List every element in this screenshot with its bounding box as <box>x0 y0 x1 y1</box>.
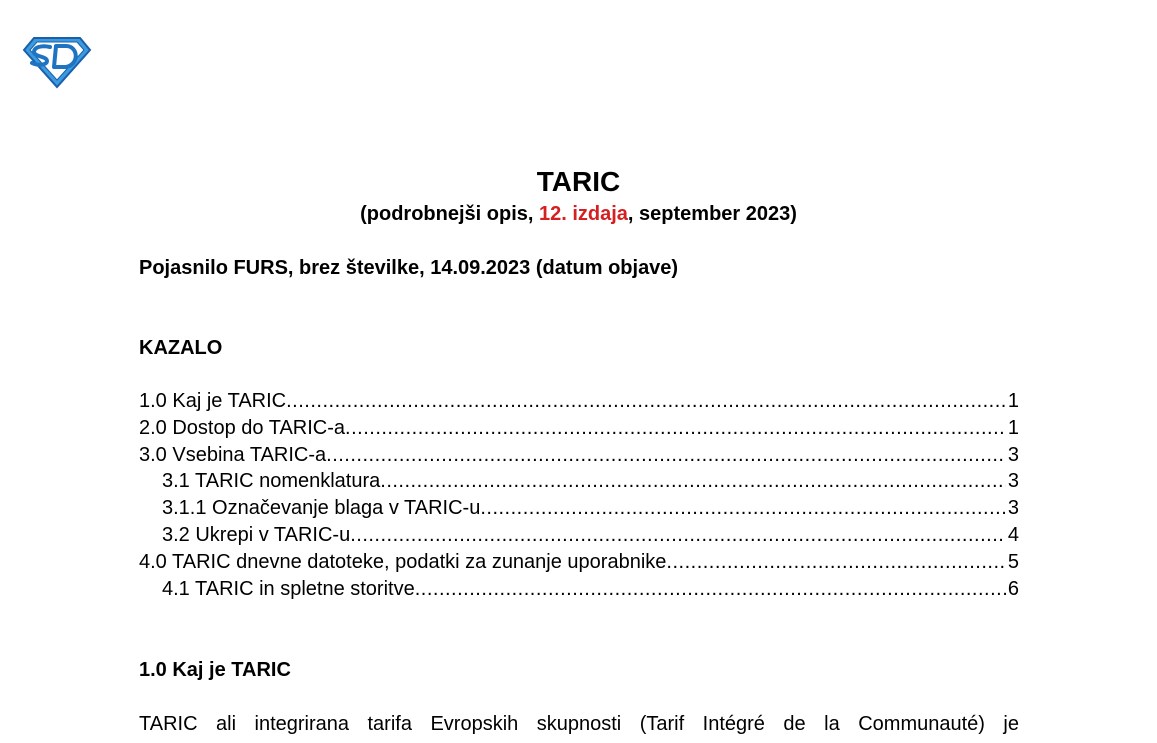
toc-leader-dots <box>666 549 1005 576</box>
toc-entry[interactable] <box>139 549 1019 576</box>
toc-entry-label: 3.1 TARIC nomenklatura <box>162 470 381 493</box>
company-logo <box>20 34 94 90</box>
toc-entry[interactable] <box>139 576 1019 603</box>
document-title: TARIC <box>536 166 621 197</box>
body-paragraph: TARIC ali integrirana tarifa Evropskih skupnosti (Tarif Intégré de la Communauté) je <box>139 713 1019 735</box>
subtitle-open: (podrobnejši opis, <box>360 203 539 225</box>
edition-label: 12. izdaja <box>538 203 628 225</box>
subtitle-close: , september 2023) <box>627 203 797 225</box>
document-subtitle <box>0 201 1157 227</box>
toc-heading: KAZALO <box>139 337 223 359</box>
toc-entry-page: 6 <box>1007 577 1019 600</box>
toc-entry-page: 1 <box>1007 390 1019 412</box>
toc-leader-dots <box>286 388 1006 415</box>
toc-entry-page: 5 <box>1007 550 1019 573</box>
toc-entry-page: 3 <box>1007 470 1019 493</box>
company-logo-icon <box>20 34 94 90</box>
toc-entry-page: 1 <box>1007 416 1019 439</box>
toc-leader-dots <box>380 468 1006 495</box>
toc-entry[interactable] <box>139 415 1019 442</box>
toc-entry-label: 3.1.1 Označevanje blaga v TARIC-u <box>162 497 481 520</box>
toc-leader-dots <box>326 442 1006 469</box>
toc-entry[interactable] <box>139 495 1019 522</box>
toc-entry-page: 3 <box>1007 443 1019 466</box>
toc-entry-label: 2.0 Dostop do TARIC-a <box>139 416 346 439</box>
toc-entry-page: 4 <box>1007 523 1019 546</box>
toc-entry[interactable] <box>139 468 1019 495</box>
toc-entry-label: 3.0 Vsebina TARIC-a <box>139 443 327 466</box>
section-heading: 1.0 Kaj je TARIC <box>139 659 291 681</box>
toc-entry-label: 4.1 TARIC in spletne storitve <box>162 577 415 600</box>
toc-entry-label: 1.0 Kaj je TARIC <box>139 390 287 412</box>
furs-notice: Pojasnilo FURS, brez številke, 14.09.2023 (datum objave) <box>139 257 679 279</box>
toc-entry-label: 4.0 TARIC dnevne datoteke, podatki za zunanje uporabnike <box>139 550 667 573</box>
toc-leader-dots <box>350 522 1006 549</box>
toc-entry[interactable] <box>139 522 1019 549</box>
toc-entry[interactable] <box>139 442 1019 469</box>
toc-entry-label: 3.2 Ukrepi v TARIC-u <box>162 523 351 546</box>
toc-leader-dots <box>345 415 1006 442</box>
toc-leader-dots <box>480 495 1006 522</box>
table-of-contents <box>139 388 1019 602</box>
toc-entry-page: 3 <box>1007 497 1019 520</box>
toc-entry[interactable] <box>139 388 1019 415</box>
toc-leader-dots <box>415 576 1006 603</box>
